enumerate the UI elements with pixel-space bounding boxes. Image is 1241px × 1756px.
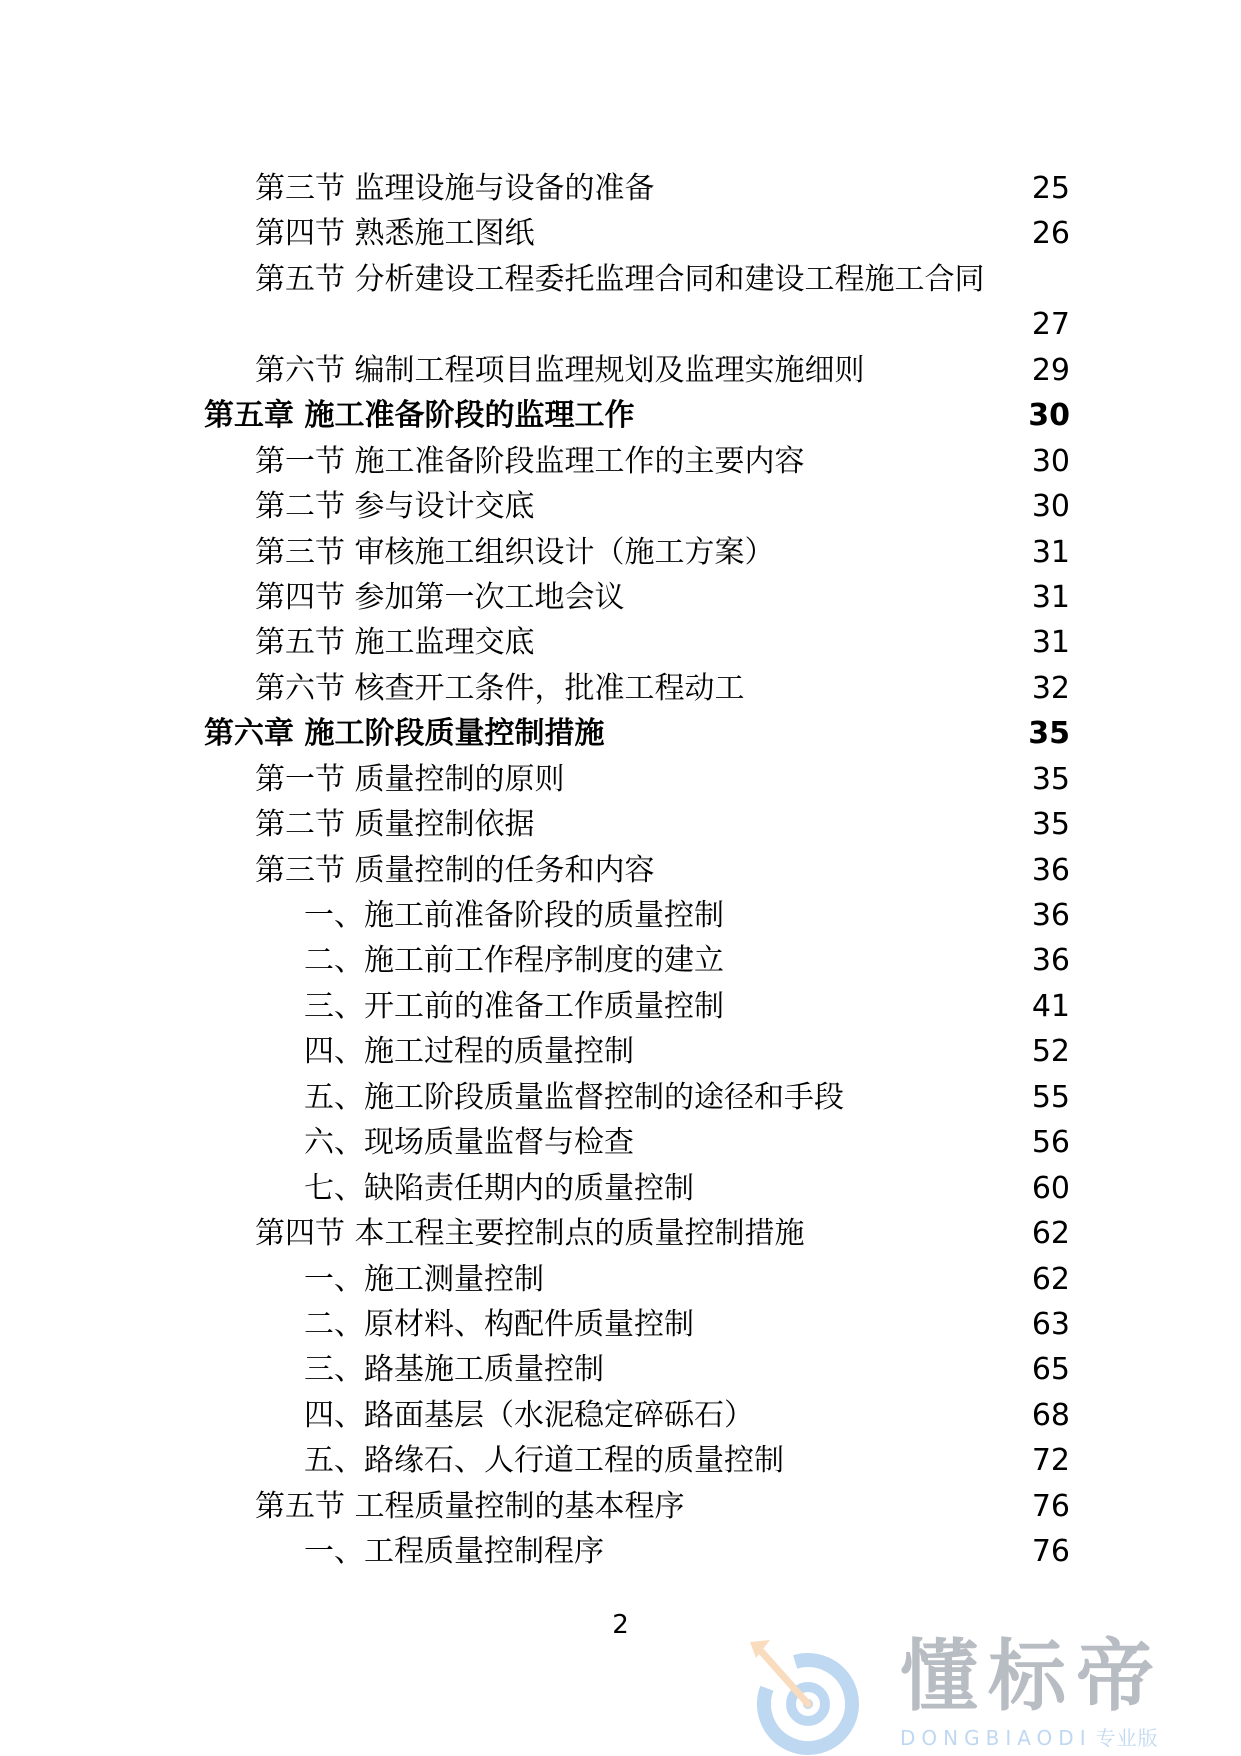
toc-entry-title: 第五节 工程质量控制的基本程序	[255, 1488, 685, 1524]
toc-entry-page: 41	[1031, 988, 1070, 1024]
toc-entry-page: 63	[1031, 1306, 1070, 1342]
toc-entry-page: 35	[1031, 807, 1070, 843]
toc-entry-title: 四、路面基层（水泥稳定碎砾石）	[304, 1397, 754, 1433]
toc-entry-title: 三、路基施工质量控制	[304, 1352, 604, 1388]
toc-entry-page: 31	[1031, 625, 1070, 661]
toc-entry-title: 第一节 质量控制的原则	[255, 761, 565, 797]
toc-entry-page: 29	[1031, 352, 1070, 388]
toc-entry-title: 第四节 参加第一次工地会议	[255, 579, 625, 615]
toc-entry-page: 30	[1031, 443, 1070, 479]
toc-entry-page: 26	[1031, 216, 1070, 252]
toc-entry-title: 一、施工前准备阶段的质量控制	[304, 898, 724, 934]
toc-entry-page: 36	[1031, 898, 1070, 934]
watermark-brand: 懂标帝	[900, 1632, 1165, 1722]
toc-entry-page: 30	[1028, 398, 1070, 434]
toc-entry-page: 65	[1031, 1352, 1070, 1388]
toc-entry-page: 72	[1031, 1443, 1070, 1479]
toc-entry-page: 62	[1031, 1216, 1070, 1252]
toc-entry-page: 76	[1031, 1488, 1070, 1524]
target-logo-icon	[746, 1636, 876, 1756]
toc-entry-page: 55	[1031, 1079, 1070, 1115]
table-of-contents	[0, 172, 1241, 1581]
toc-entry-page: 31	[1031, 579, 1070, 615]
toc-entry-title: 第四节 熟悉施工图纸	[255, 216, 535, 252]
toc-entry-page: 25	[1031, 171, 1070, 206]
watermark-edition: 专业版	[1095, 1726, 1159, 1750]
toc-entry-title: 第四节 本工程主要控制点的质量控制措施	[255, 1216, 805, 1252]
toc-entry-title: 第五章 施工准备阶段的监理工作	[204, 398, 635, 434]
watermark-subtitle	[900, 1722, 1159, 1751]
toc-entry-title: 一、施工测量控制	[304, 1261, 544, 1297]
watermark	[740, 1630, 1220, 1750]
toc-entry-title: 三、开工前的准备工作质量控制	[304, 988, 724, 1024]
toc-entry-title: 第三节 监理设施与设备的准备	[255, 171, 655, 206]
toc-entry-title: 六、现场质量监督与检查	[304, 1125, 634, 1161]
toc-entry-page: 76	[1031, 1534, 1070, 1570]
toc-entry-title: 第五节 施工监理交底	[255, 625, 535, 661]
toc-entry-page: 30	[1031, 489, 1070, 525]
toc-entry-title: 一、工程质量控制程序	[304, 1534, 604, 1570]
watermark-pinyin: DONGBIAODI	[900, 1726, 1092, 1750]
toc-entry-title: 第六节 编制工程项目监理规划及监理实施细则	[255, 352, 865, 388]
toc-section-row	[0, 263, 1241, 354]
toc-entry-page: 60	[1031, 1170, 1070, 1206]
toc-entry-page: 56	[1031, 1125, 1070, 1161]
toc-entry-title: 第五节 分析建设工程委托监理合同和建设工程施工合同	[255, 261, 985, 297]
toc-entry-title: 第三节 质量控制的任务和内容	[255, 852, 655, 888]
toc-entry-title: 四、施工过程的质量控制	[304, 1034, 634, 1070]
toc-entry-title: 第六节 核查开工条件，批准工程动工	[255, 670, 745, 706]
toc-entry-page: 62	[1031, 1261, 1070, 1297]
toc-entry-page: 32	[1031, 670, 1070, 706]
toc-subsection-row	[0, 1535, 1241, 1580]
toc-entry-title: 第二节 参与设计交底	[255, 489, 535, 525]
toc-entry-title: 二、原材料、构配件质量控制	[304, 1306, 694, 1342]
toc-entry-page: 36	[1031, 852, 1070, 888]
toc-entry-title: 第三节 审核施工组织设计（施工方案）	[255, 534, 775, 570]
toc-entry-page: 68	[1031, 1397, 1070, 1433]
toc-entry-page: 35	[1031, 761, 1070, 797]
toc-entry-title: 第一节 施工准备阶段监理工作的主要内容	[255, 443, 805, 479]
toc-entry-page: 36	[1031, 943, 1070, 979]
page-number: 2	[612, 1610, 629, 1640]
toc-entry-title: 七、缺陷责任期内的质量控制	[304, 1170, 694, 1206]
toc-entry-page: 35	[1028, 716, 1070, 752]
toc-entry-page: 27	[1031, 307, 1070, 343]
toc-entry-title: 二、施工前工作程序制度的建立	[304, 943, 724, 979]
toc-entry-page: 52	[1031, 1034, 1070, 1070]
toc-entry-page: 31	[1031, 534, 1070, 570]
toc-entry-title: 第六章 施工阶段质量控制措施	[204, 716, 605, 752]
toc-entry-title: 第二节 质量控制依据	[255, 807, 535, 843]
toc-entry-title: 五、施工阶段质量监督控制的途径和手段	[304, 1079, 844, 1115]
toc-entry-title: 五、路缘石、人行道工程的质量控制	[304, 1443, 784, 1479]
